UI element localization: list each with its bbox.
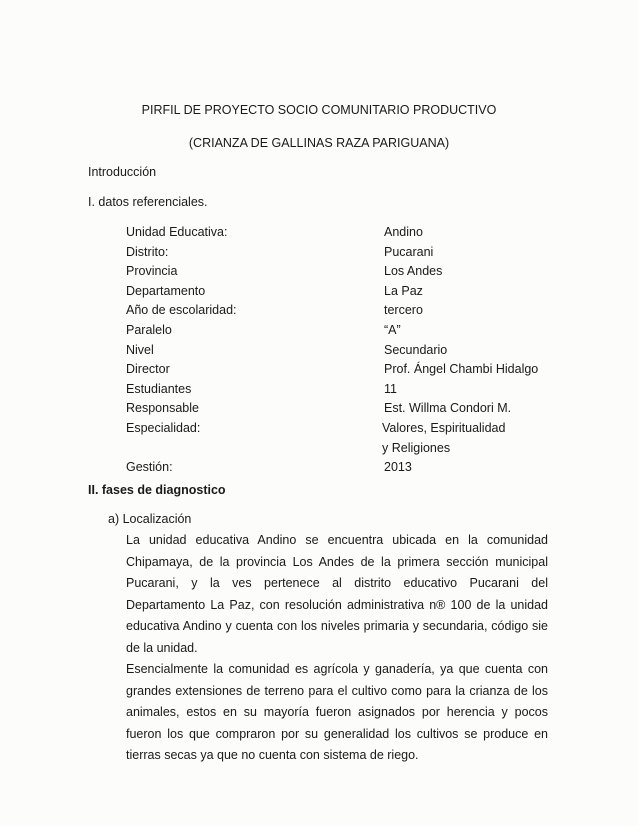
reference-value: Los Andes [384, 264, 443, 279]
reference-data-table [126, 223, 566, 478]
reference-value: Secundario [384, 342, 448, 357]
introduction-heading: Introducción [88, 165, 157, 179]
reference-label: Unidad Educativa: [126, 225, 228, 239]
reference-value: Prof. Ángel Chambi Hidalgo [384, 362, 539, 377]
document-title: PIRFIL DE PROYECTO SOCIO COMUNITARIO PRODUCTIVO [141, 103, 497, 117]
reference-row [126, 321, 566, 341]
reference-row [126, 282, 566, 302]
section-1-heading: I. datos referenciales. [88, 195, 208, 209]
document-subtitle: (CRIANZA DE GALLINAS RAZA PARIGUANA) [188, 136, 450, 150]
reference-label: Departamento [126, 283, 206, 298]
reference-row [126, 223, 566, 243]
reference-label: Nivel [126, 342, 154, 357]
paragraph: La unidad educativa Andino se encuentra ubicada en la comunidad Chipamaya, de la provincia Los Andes de la primera sección municipal Pucarani, y la ves pertenece al distrito educativo Pucarani del Departamento La Paz, con resolución administrativa n® 100 de la unidad educativa Andino y cuenta con los niveles primaria y secundaria, código sie de la unidad. [126, 533, 548, 655]
reference-label: Distrito: [126, 244, 169, 259]
reference-label: Especialidad: [126, 420, 201, 435]
paragraph: Esencialmente la comunidad es agrícola y ganadería, ya que cuenta con grandes extensiones de terreno para el cultivo como para la crianza de los animales, estos en su mayoría fueron asignados por herencia y pocos fueron los que compraron por su generalidad los cultivos se produce en tierras secas ya que no cuenta con sistema de riego. [126, 662, 548, 762]
reference-row [126, 360, 566, 380]
reference-row [126, 458, 566, 478]
reference-label: Paralelo [126, 322, 172, 337]
reference-label: Provincia [126, 264, 178, 279]
reference-row [126, 301, 566, 321]
reference-value: 2013 [384, 460, 412, 475]
reference-label: Año de escolaridad: [126, 303, 237, 318]
reference-label: Estudiantes [126, 381, 192, 396]
reference-value: Valores, Espiritualidad y Religiones [382, 420, 506, 455]
reference-row [126, 419, 566, 458]
reference-value: Pucarani [384, 244, 434, 259]
reference-row [126, 399, 566, 419]
reference-value: tercero [384, 303, 423, 318]
reference-row [126, 243, 566, 263]
section-2-heading: II. fases de diagnostico [88, 483, 226, 497]
body-text [126, 530, 548, 767]
reference-label: Gestión: [126, 460, 173, 475]
reference-value: La Paz [384, 283, 423, 298]
reference-label: Responsable [126, 401, 199, 416]
reference-row [126, 341, 566, 361]
reference-value: 11 [384, 381, 397, 396]
reference-row [126, 380, 566, 400]
reference-value: Est. Willma Condori M. [384, 401, 512, 416]
reference-label: Director [126, 362, 170, 377]
reference-row [126, 262, 566, 282]
reference-value: “A” [384, 322, 401, 337]
subsection-a-heading: a) Localización [108, 512, 192, 526]
reference-value: Andino [384, 225, 423, 239]
